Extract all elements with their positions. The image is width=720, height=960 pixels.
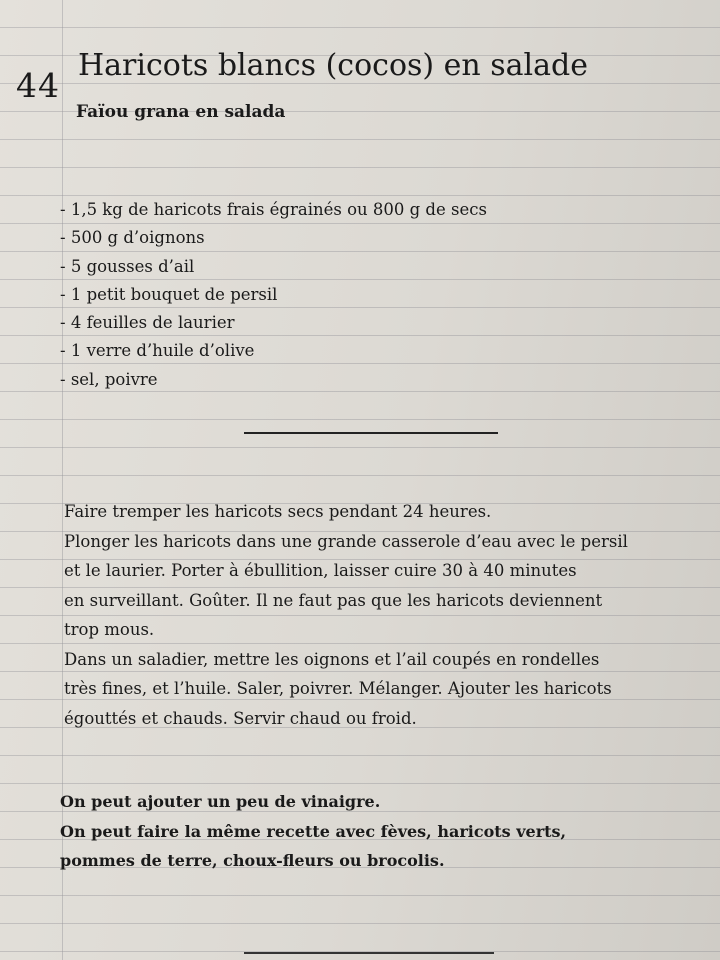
instruction-line: trop mous. — [64, 620, 155, 639]
note-line: On peut faire la même recette avec fèves, haricots verts, — [60, 821, 567, 841]
section-divider — [244, 432, 498, 434]
instruction-line: en surveillant. Goûter. Il ne faut pas que les haricots deviennent — [64, 590, 603, 610]
ingredient-item: - 5 gousses d’ail — [60, 256, 195, 276]
instruction-line: Faire tremper les haricots secs pendant 24 heures. — [64, 502, 492, 521]
ingredient-item: - 1,5 kg de haricots frais égrainés ou 800 g de secs — [60, 200, 487, 219]
instruction-line: Plonger les haricots dans une grande casserole d’eau avec le persil — [64, 531, 628, 551]
ingredient-item: - 500 g d’oignons — [60, 228, 205, 248]
recipe-title: Haricots blancs (cocos) en salade — [78, 48, 588, 83]
instruction-line: Dans un saladier, mettre les oignons et l’ail coupés en rondelles — [64, 649, 600, 669]
instruction-line: très fines, et l’huile. Saler, poivrer. Mélanger. Ajouter les haricots — [64, 679, 612, 698]
note-line: On peut ajouter un peu de vinaigre. — [60, 792, 381, 811]
ingredient-item: - 4 feuilles de laurier — [60, 313, 235, 333]
notes-paragraph — [60, 788, 566, 877]
ingredient-list — [60, 196, 487, 394]
recipe-number: 44 — [16, 66, 60, 105]
instruction-line: et le laurier. Porter à ébullition, laisser cuire 30 à 40 minutes — [64, 561, 577, 580]
instruction-line: égouttés et chauds. Servir chaud ou froid. — [64, 708, 417, 728]
instructions-paragraph — [64, 498, 628, 734]
note-line: pommes de terre, choux-fleurs ou brocolis. — [60, 851, 445, 870]
recipe-subtitle: Faïou grana en salada — [76, 102, 286, 122]
ingredient-item: - 1 verre d’huile d’olive — [60, 341, 255, 361]
ingredient-item: - 1 petit bouquet de persil — [60, 284, 278, 304]
bottom-divider — [244, 952, 494, 954]
ingredient-item: - sel, poivre — [60, 369, 158, 389]
